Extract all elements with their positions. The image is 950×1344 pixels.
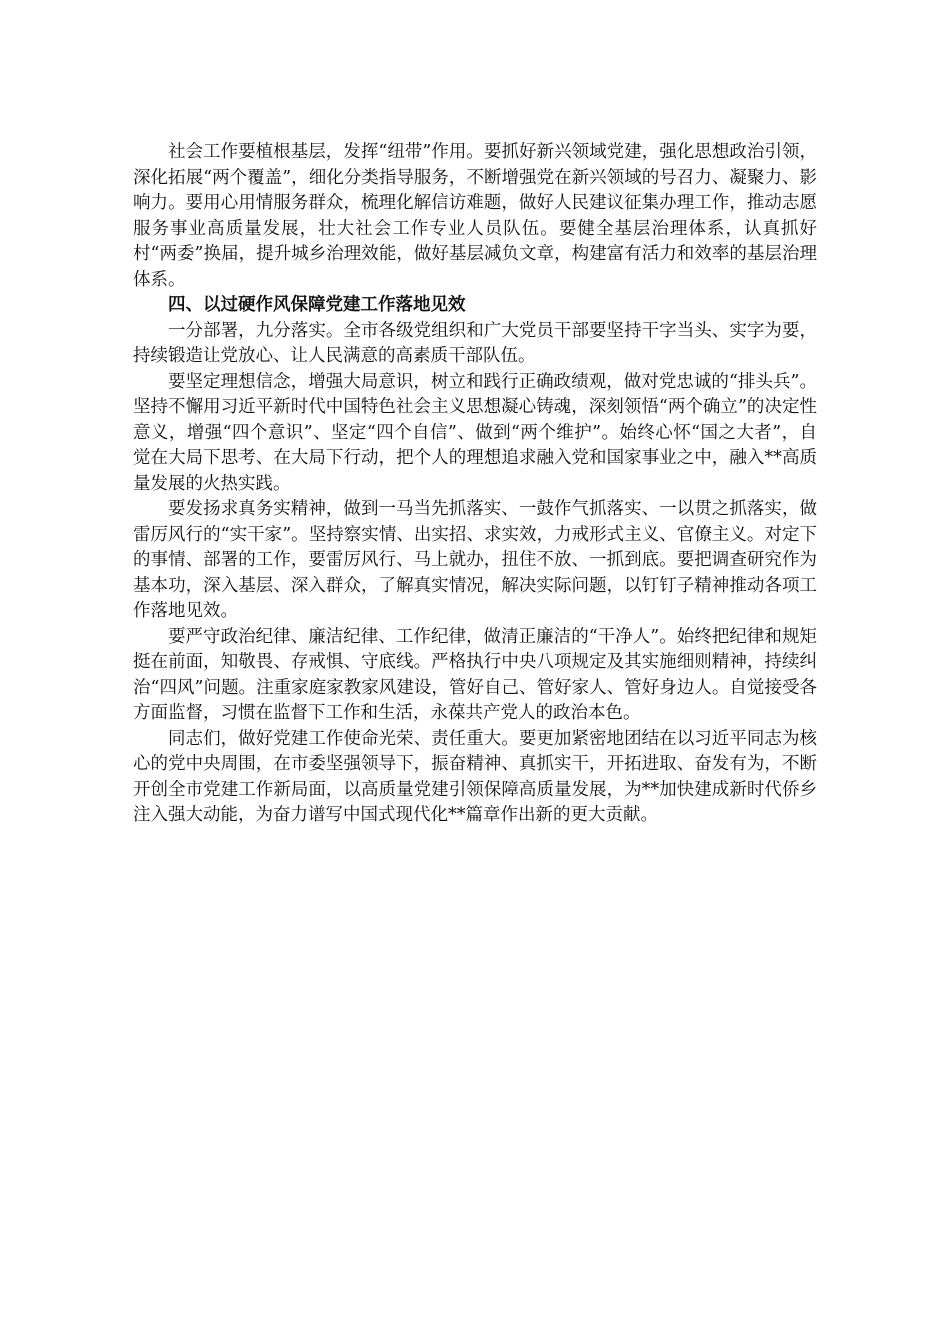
paragraph-discipline: 要严守政治纪律、廉洁纪律、工作纪律，做清正廉洁的“干净人”。始终把纪律和规矩挺在前面，知敬畏、存戒惧、守底线。严格执行中央八项规定及其实施细则精神，持续纠治“四风”问题。注重家庭家教家风建设，管好自己、管好家人、管好身边人。自觉接受各方面监督，习惯在监督下工作和生活，永葆共产党人的政治本色。 [133, 626, 817, 723]
paragraph-ideals-belief: 要坚定理想信念，增强大局意识，树立和践行正确政绩观，做对党忠诚的“排头兵”。坚持不懈用习近平新时代中国特色社会主义思想凝心铸魂，深刻领悟“两个确立”的决定性意义，增强“四个意识”、坚定“四个自信”、做到“两个维护”。始终心怀“国之大者”，自觉在大局下思考、在大局下行动，把个人的理想追求融入党和国家事业之中，融入**高质量发展的火热实践。 [133, 371, 817, 494]
paragraph-pragmatic-spirit: 要发扬求真务实精神，做到一马当先抓落实、一鼓作气抓落实、一以贯之抓落实，做雷厉风行的“实干家”。坚持察实情、出实招、求实效，力戒形式主义、官僚主义。对定下的事情、部署的工作，要雷厉风行、马上就办，扭住不放、一抓到底。要把调查研究作为基本功，深入基层、深入群众，了解真实情况，解决实际问题，以钉钉子精神推动各项工作落地见效。 [133, 499, 817, 621]
section-heading-4: 四、以过硬作风保障党建工作落地见效 [168, 295, 466, 315]
paragraph-closing: 同志们，做好党建工作使命光荣、责任重大。要更加紧密地团结在以习近平同志为核心的党中央周围，在市委坚强领导下，振奋精神、真抓实干，开拓进取、奋发有为，不断开创全市党建工作新局面，以高质量党建引领保障高质量发展，为**加快建成新时代侨乡注入强大动能，为奋力谱写中国式现代化**篇章作出新的更大贡献。 [133, 728, 817, 825]
document-body [133, 140, 817, 829]
paragraph-grassroots-social-work: 社会工作要植根基层，发挥“纽带”作用。要抓好新兴领域党建，强化思想政治引领，深化拓展“两个覆盖”，细化分类指导服务，不断增强党在新兴领域的号召力、凝聚力、影响力。要用心用情服务群众，梳理化解信访难题，做好人民建议征集办理工作，推动志愿服务事业高质量发展，壮大社会工作专业人员队伍。要健全基层治理体系，认真抓好村“两委”换届，提升城乡治理效能，做好基层减负文章，构建富有活力和效率的基层治理体系。 [133, 142, 817, 290]
paragraph-implementation: 一分部署，九分落实。全市各级党组织和广大党员干部要坚持干字当头、实字为要，持续锻造让党放心、让人民满意的高素质干部队伍。 [133, 320, 817, 366]
